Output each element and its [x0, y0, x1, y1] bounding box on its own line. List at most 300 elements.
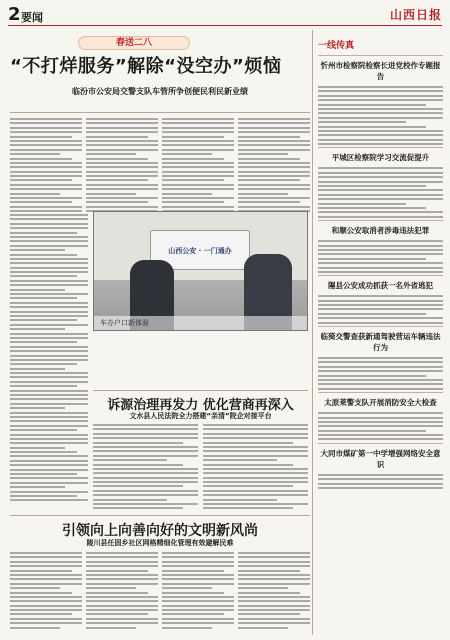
text-line: [10, 223, 88, 225]
text-line: [318, 253, 443, 255]
text-line: [238, 574, 310, 576]
text-line: [10, 214, 88, 216]
text-line: [10, 319, 77, 321]
text-line: [238, 188, 310, 190]
text-line: [318, 313, 426, 315]
text-line: [10, 280, 88, 282]
text-line: [162, 605, 234, 607]
text-line: [10, 293, 88, 295]
text-line: [10, 158, 72, 160]
text-line: [10, 315, 88, 317]
text-line: [318, 474, 443, 476]
text-line: [162, 556, 234, 558]
text-line: [86, 561, 158, 563]
text-line: [318, 104, 426, 106]
text-line: [10, 122, 82, 124]
text-line: [318, 271, 443, 273]
news-headline: 大同市煤矿第一中学增强网络安全意识: [318, 443, 443, 470]
text-line: [318, 172, 443, 174]
text-line: [238, 197, 310, 199]
text-line: [318, 185, 426, 187]
text-line: [86, 171, 158, 173]
news-headline: 太原莱警支队开展消防安全大检查: [318, 392, 443, 408]
middle-subtitle: 文水县人民法院全力搭建“亲清”院企对接平台: [129, 412, 272, 420]
text-line: [318, 300, 443, 302]
lead-body-col-1: [10, 118, 82, 215]
text-line: [86, 600, 158, 602]
text-line: [238, 193, 288, 195]
text-line: [93, 428, 198, 430]
text-line: [318, 430, 426, 432]
text-line: [238, 609, 310, 611]
masthead: [8, 4, 442, 26]
right-news-column: [318, 38, 443, 491]
text-line: [238, 201, 300, 203]
text-line: [86, 184, 158, 186]
text-line: [10, 311, 88, 313]
text-line: [10, 350, 88, 352]
text-line: [10, 552, 82, 554]
text-line: [238, 587, 288, 589]
text-line: [162, 627, 212, 629]
text-line: [162, 578, 234, 580]
text-line: [238, 596, 310, 598]
news-body: [318, 240, 443, 273]
text-line: [93, 464, 183, 466]
text-line: [162, 118, 234, 120]
text-line: [10, 218, 88, 220]
text-line: [203, 481, 308, 483]
text-line: [10, 429, 77, 431]
text-line: [318, 304, 443, 306]
text-line: [10, 275, 77, 277]
photo-caption-text: [98, 336, 303, 386]
text-line: [318, 112, 443, 114]
text-line: [86, 627, 136, 629]
text-line: [10, 613, 72, 615]
text-line: [318, 421, 443, 423]
text-line: [10, 188, 82, 190]
bottom-body-col-3: [162, 552, 234, 631]
text-line: [318, 295, 443, 297]
text-line: [318, 139, 443, 141]
middle-body-col-2: [203, 424, 308, 512]
text-line: [238, 166, 310, 168]
text-line: [93, 455, 198, 457]
text-line: [238, 613, 300, 615]
lead-subtitle: 临汾市公安局交警支队车管所争创便民利民新业绩: [72, 87, 248, 96]
bottom-subtitle: 陵川县任固乡社区网格精细化管理有效避解民难: [86, 539, 234, 547]
text-line: [318, 176, 443, 178]
text-line: [318, 370, 443, 372]
middle-title: 诉源治理再发力 优化营商再深入: [107, 398, 294, 413]
bottom-body-col-1: [10, 552, 82, 631]
text-line: [10, 499, 88, 501]
text-line: [86, 578, 158, 580]
text-line: [86, 574, 158, 576]
text-line: [162, 171, 234, 173]
text-line: [162, 153, 212, 155]
text-line: [318, 143, 443, 145]
text-line: [318, 189, 443, 191]
text-line: [162, 179, 224, 181]
text-line: [93, 472, 198, 474]
text-line: [10, 262, 88, 264]
text-line: [10, 381, 88, 383]
text-line: [238, 206, 310, 208]
text-line: [10, 284, 88, 286]
service-hall-photo: [93, 211, 308, 331]
text-line: [203, 499, 277, 501]
text-line: [162, 596, 234, 598]
text-line: [318, 262, 443, 264]
text-line: [86, 149, 158, 151]
text-line: [203, 424, 308, 426]
text-line: [318, 412, 443, 414]
text-line: [10, 438, 88, 440]
text-line: [238, 578, 310, 580]
text-line: [86, 622, 158, 624]
text-line: [10, 622, 82, 624]
text-line: [86, 197, 158, 199]
divider: [93, 390, 308, 391]
text-line: [10, 245, 88, 247]
text-line: [318, 117, 443, 119]
text-line: [10, 240, 88, 242]
text-line: [86, 153, 136, 155]
page-number: 2: [8, 4, 21, 25]
text-line: [10, 627, 60, 629]
text-line: [86, 552, 158, 554]
text-line: [10, 328, 65, 330]
text-line: [86, 175, 158, 177]
photo-sign: 山西公安 · 一门通办: [150, 230, 250, 270]
news-body: [318, 86, 443, 145]
text-line: [238, 618, 310, 620]
text-line: [162, 574, 234, 576]
text-line: [10, 491, 88, 493]
text-line: [10, 609, 82, 611]
text-line: [10, 574, 82, 576]
text-line: [86, 565, 158, 567]
text-line: [318, 487, 443, 489]
text-line: [86, 605, 158, 607]
text-line: [10, 385, 77, 387]
text-line: [318, 203, 406, 205]
text-line: [203, 455, 308, 457]
text-line: [238, 556, 310, 558]
text-line: [318, 194, 443, 196]
text-line: [10, 140, 82, 142]
text-line: [93, 459, 167, 461]
text-line: [93, 490, 198, 492]
text-line: [162, 618, 234, 620]
text-line: [10, 289, 65, 291]
text-line: [10, 337, 88, 339]
middle-body-col-1: [93, 424, 198, 512]
text-line: [10, 258, 88, 260]
text-line: [238, 122, 310, 124]
text-line: [318, 308, 443, 310]
text-line: [238, 131, 310, 133]
text-line: [318, 383, 443, 385]
text-line: [238, 561, 310, 563]
text-line: [238, 171, 310, 173]
text-line: [238, 605, 310, 607]
text-line: [10, 193, 60, 195]
text-line: [162, 600, 234, 602]
text-line: [10, 464, 88, 466]
text-line: [86, 140, 158, 142]
text-line: [162, 140, 234, 142]
text-line: [10, 403, 88, 405]
text-line: [10, 249, 65, 251]
text-line: [162, 131, 234, 133]
text-line: [10, 556, 82, 558]
text-line: [10, 271, 88, 273]
text-line: [10, 587, 60, 589]
text-line: [93, 485, 183, 487]
text-line: [10, 267, 88, 269]
news-headline: 临猗交警查获新通驾驶营运车辆违法行为: [318, 326, 443, 353]
text-line: [86, 193, 136, 195]
text-line: [238, 184, 310, 186]
text-line: [10, 297, 77, 299]
lead-title: “不打烊服务”解除“没空办”烦恼: [10, 56, 282, 77]
text-line: [203, 464, 293, 466]
text-line: [10, 425, 88, 427]
text-line: [86, 206, 158, 208]
text-line: [238, 136, 300, 138]
text-line: [162, 175, 234, 177]
text-line: [162, 127, 234, 129]
text-line: [162, 570, 224, 572]
text-line: [203, 503, 308, 505]
text-line: [10, 302, 88, 304]
text-line: [318, 425, 443, 427]
news-body: [318, 412, 443, 440]
text-line: [10, 153, 60, 155]
text-line: [238, 158, 300, 160]
text-line: [86, 144, 158, 146]
text-line: [10, 592, 72, 594]
text-line: [10, 486, 65, 488]
paper-logo: 山西日报: [389, 8, 442, 22]
text-line: [318, 95, 443, 97]
text-line: [10, 583, 82, 585]
text-line: [86, 592, 148, 594]
text-line: [238, 179, 300, 181]
text-line: [10, 206, 82, 208]
text-line: [318, 181, 443, 183]
text-line: [10, 578, 82, 580]
text-line: [86, 587, 136, 589]
lead-body-col-3: [162, 118, 234, 215]
text-line: [162, 201, 224, 203]
text-line: [93, 450, 198, 452]
text-line: [10, 162, 82, 164]
text-line: [10, 442, 88, 444]
news-body: [318, 474, 443, 489]
text-line: [10, 368, 65, 370]
text-line: [93, 507, 183, 509]
bottom-body-col-2: [86, 552, 158, 631]
text-line: [162, 565, 234, 567]
lead-body-col-5: [10, 214, 88, 504]
text-line: [318, 167, 443, 169]
text-line: [238, 627, 288, 629]
text-line: [238, 600, 310, 602]
text-line: [10, 420, 88, 422]
text-line: [10, 561, 82, 563]
text-line: [318, 267, 443, 269]
text-line: [10, 605, 82, 607]
text-line: [10, 127, 82, 129]
text-line: [86, 201, 148, 203]
text-line: [318, 99, 443, 101]
text-line: [93, 499, 167, 501]
text-line: [10, 390, 88, 392]
text-line: [10, 363, 77, 365]
text-line: [10, 495, 77, 497]
text-line: [162, 166, 234, 168]
text-line: [10, 254, 77, 256]
text-line: [162, 622, 234, 624]
text-line: [318, 258, 426, 260]
text-line: [162, 144, 234, 146]
text-line: [203, 442, 293, 444]
text-line: [162, 162, 234, 164]
text-line: [10, 341, 77, 343]
text-line: [318, 216, 443, 218]
text-line: [10, 355, 88, 357]
text-line: [10, 171, 82, 173]
divider: [10, 112, 310, 113]
text-line: [238, 140, 310, 142]
text-line: [10, 201, 72, 203]
text-line: [162, 149, 234, 151]
text-line: [86, 122, 158, 124]
text-line: [162, 561, 234, 563]
text-line: [93, 503, 198, 505]
bottom-title: 引领向上向善向好的文明新风尚: [62, 523, 258, 539]
text-line: [162, 136, 224, 138]
text-line: [10, 618, 82, 620]
text-line: [238, 622, 310, 624]
text-line: [93, 494, 198, 496]
text-line: [10, 398, 88, 400]
text-line: [162, 613, 224, 615]
text-line: [86, 118, 158, 120]
text-line: [86, 596, 158, 598]
text-line: [10, 175, 82, 177]
text-line: [10, 179, 72, 181]
text-line: [10, 565, 82, 567]
text-line: [10, 447, 65, 449]
lead-body-col-2: [86, 118, 158, 215]
text-line: [318, 317, 443, 319]
text-line: [10, 407, 65, 409]
lead-ribbon: 春送二八: [78, 36, 190, 50]
text-line: [162, 158, 224, 160]
text-line: [318, 245, 443, 247]
text-line: [86, 618, 158, 620]
text-line: [318, 240, 443, 242]
text-line: [10, 455, 88, 457]
text-line: [86, 166, 158, 168]
text-line: [162, 193, 212, 195]
text-line: [203, 490, 308, 492]
text-line: [203, 494, 308, 496]
text-line: [203, 450, 308, 452]
news-headline: 和顺公安取消者涉毒违法犯罪: [318, 220, 443, 236]
text-line: [238, 144, 310, 146]
text-line: [203, 459, 277, 461]
text-line: [10, 460, 88, 462]
text-line: [10, 394, 88, 396]
text-line: [203, 485, 293, 487]
text-line: [318, 375, 426, 377]
text-line: [162, 197, 234, 199]
text-line: [93, 477, 198, 479]
text-line: [10, 236, 88, 238]
news-headline: 平城区检察院学习交流促提升: [318, 147, 443, 163]
photo-caption: 车办户口新体验: [94, 316, 307, 330]
text-line: [86, 609, 158, 611]
text-line: [10, 434, 88, 436]
text-line: [162, 122, 234, 124]
text-line: [10, 482, 88, 484]
text-line: [10, 570, 72, 572]
text-line: [10, 346, 88, 348]
text-line: [318, 357, 443, 359]
text-line: [238, 153, 288, 155]
text-line: [238, 592, 300, 594]
text-line: [318, 379, 443, 381]
text-line: [203, 428, 308, 430]
text-line: [86, 162, 158, 164]
text-line: [86, 179, 148, 181]
news-body: [318, 167, 443, 217]
text-line: [203, 472, 308, 474]
text-line: [162, 587, 212, 589]
text-line: [10, 197, 82, 199]
text-line: [93, 433, 198, 435]
text-line: [93, 468, 198, 470]
text-line: [86, 613, 148, 615]
text-line: [318, 483, 443, 485]
text-line: [10, 118, 82, 120]
text-line: [162, 592, 224, 594]
text-line: [318, 361, 443, 363]
text-line: [318, 207, 426, 209]
text-line: [10, 136, 72, 138]
text-line: [10, 227, 88, 229]
text-line: [238, 149, 310, 151]
lead-body-col-4: [238, 118, 310, 215]
text-line: [86, 136, 148, 138]
text-line: [10, 166, 82, 168]
text-line: [10, 324, 88, 326]
text-line: [238, 175, 310, 177]
text-line: [10, 477, 88, 479]
text-line: [203, 437, 308, 439]
text-line: [238, 583, 310, 585]
text-line: [93, 424, 198, 426]
text-line: [318, 130, 443, 132]
text-line: [93, 446, 198, 448]
news-headline: 忻州市检察院检察长进党校作专题报告: [318, 55, 443, 82]
